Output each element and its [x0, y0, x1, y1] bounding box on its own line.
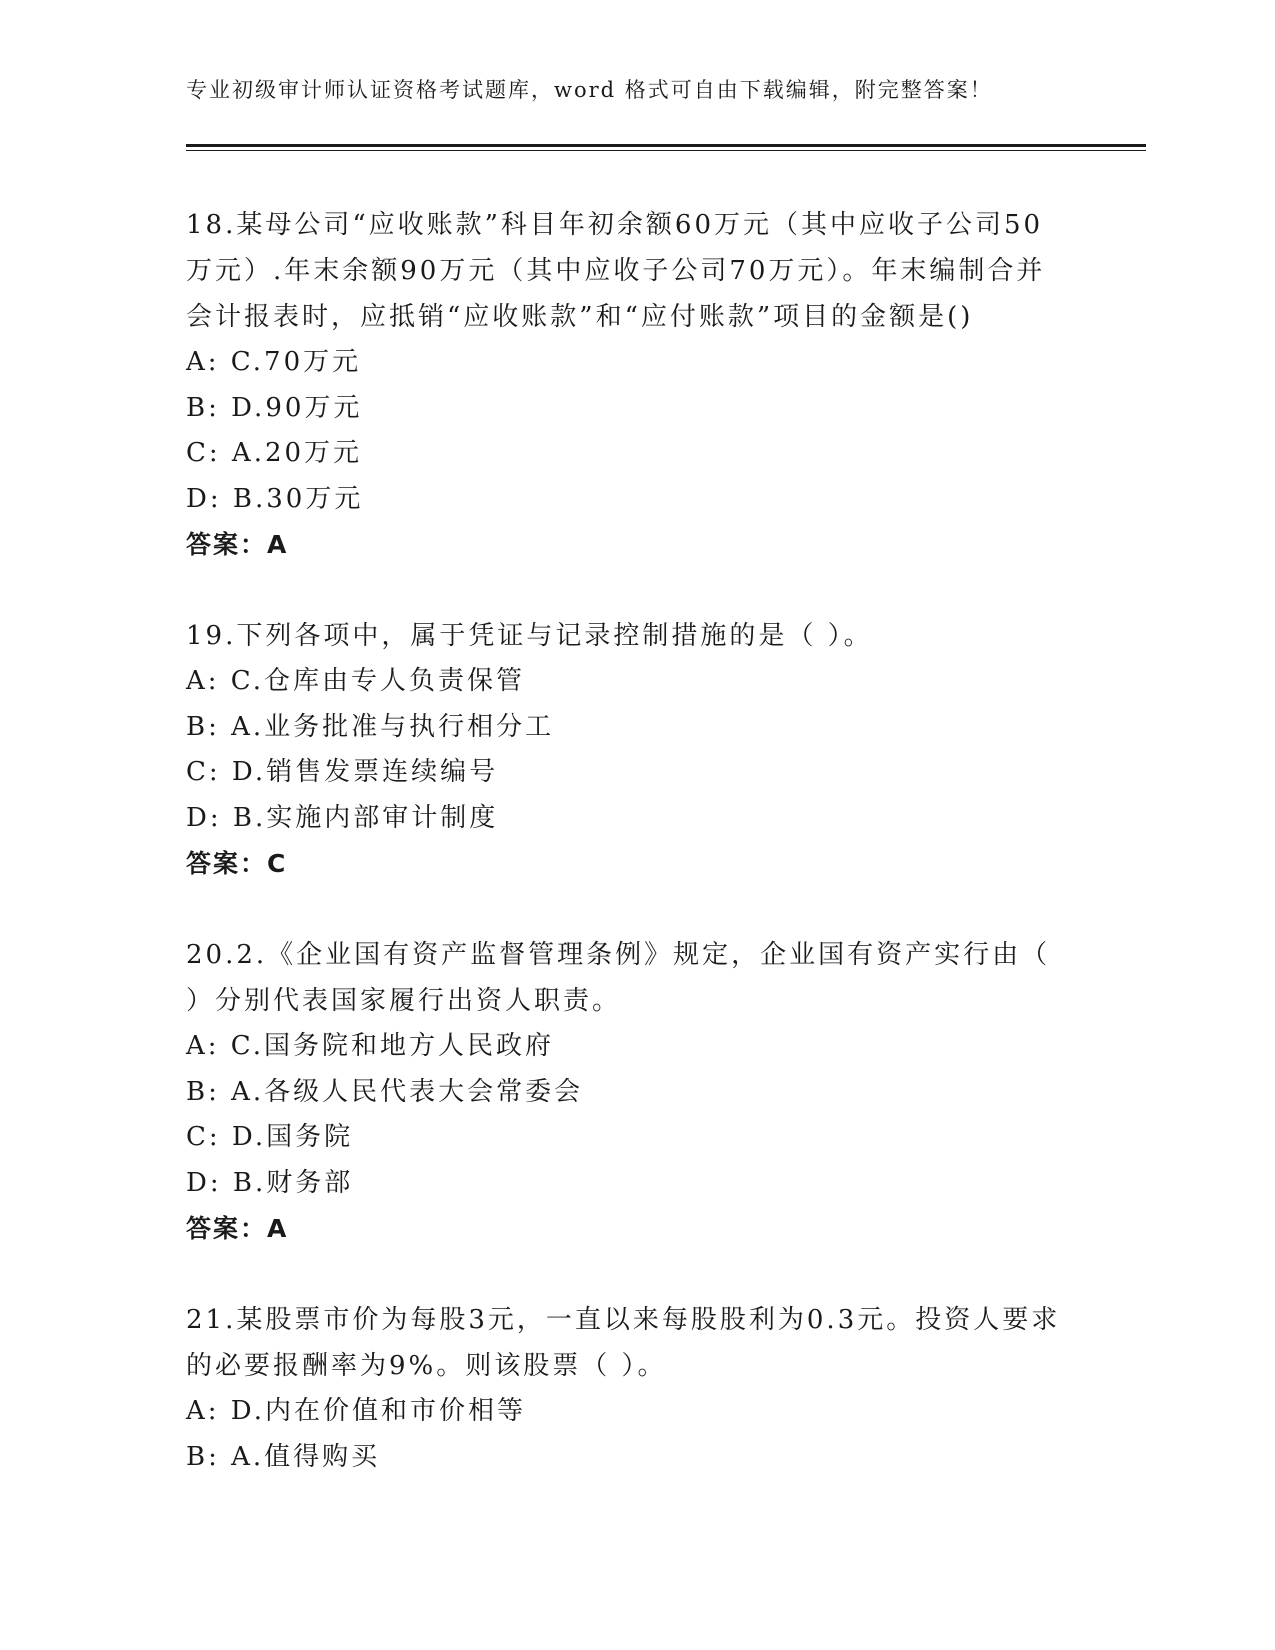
question-stem — [186, 1297, 1086, 1389]
header-rule-thick — [186, 144, 1146, 147]
option-c: C: D.销售发票连续编号 — [186, 757, 499, 787]
option-d: D: B.财务部 — [186, 1167, 354, 1198]
stem-line: 万元）.年末余额90万元（其中应收子公司70万元）。年末编制合并 — [186, 256, 1046, 286]
question-19 — [186, 613, 1086, 887]
option-b: B: A.值得购买 — [186, 1441, 381, 1472]
stem-line: 20.2.《企业国有资产监督管理条例》规定，企业国有资产实行由（ — [186, 940, 1051, 970]
question-list — [186, 202, 1086, 1525]
question-stem — [186, 932, 1086, 1024]
stem-line: 的必要报酬率为9%。则该股票（ ）。 — [186, 1351, 667, 1381]
header-rule-thin — [186, 150, 1146, 151]
option-b: B: D.90万元 — [186, 392, 363, 423]
option-c: C: D.国务院 — [186, 1122, 354, 1152]
stem-line: 18.某母公司“应收账款”科目年初余额60万元（其中应收子公司50 — [186, 210, 1044, 240]
stem-line: 19.下列各项中，属于凭证与记录控制措施的是（ ）。 — [186, 621, 873, 651]
question-stem — [186, 613, 1086, 659]
option-a: A: C.国务院和地方人民政府 — [186, 1031, 555, 1061]
option-b: B: A.各级人民代表大会常委会 — [186, 1076, 584, 1107]
answer-label: 答案：A — [186, 530, 289, 559]
page-header: 专业初级审计师认证资格考试题库，word 格式可自由下载编辑，附完整答案！ — [186, 78, 993, 102]
question-20 — [186, 932, 1086, 1252]
option-a: A: D.内在价值和市价相等 — [186, 1396, 526, 1426]
stem-line: ）分别代表国家履行出资人职责。 — [186, 986, 622, 1016]
option-d: D: B.30万元 — [186, 483, 364, 514]
option-a: A: C.仓库由专人负责保管 — [186, 666, 526, 696]
option-d: D: B.实施内部审计制度 — [186, 802, 499, 833]
option-a: A: C.70万元 — [186, 347, 362, 377]
option-b: B: A.业务批准与执行相分工 — [186, 711, 555, 742]
question-stem — [186, 202, 1086, 340]
stem-line: 会计报表时，应抵销“应收账款”和“应付账款”项目的金额是() — [186, 302, 974, 332]
answer-label: 答案：A — [186, 1214, 289, 1243]
question-21 — [186, 1297, 1086, 1480]
option-c: C: A.20万元 — [186, 438, 363, 468]
answer-label: 答案：C — [186, 849, 288, 878]
question-18 — [186, 202, 1086, 568]
stem-line: 21.某股票市价为每股3元，一直以来每股股利为0.3元。投资人要求 — [186, 1305, 1061, 1335]
